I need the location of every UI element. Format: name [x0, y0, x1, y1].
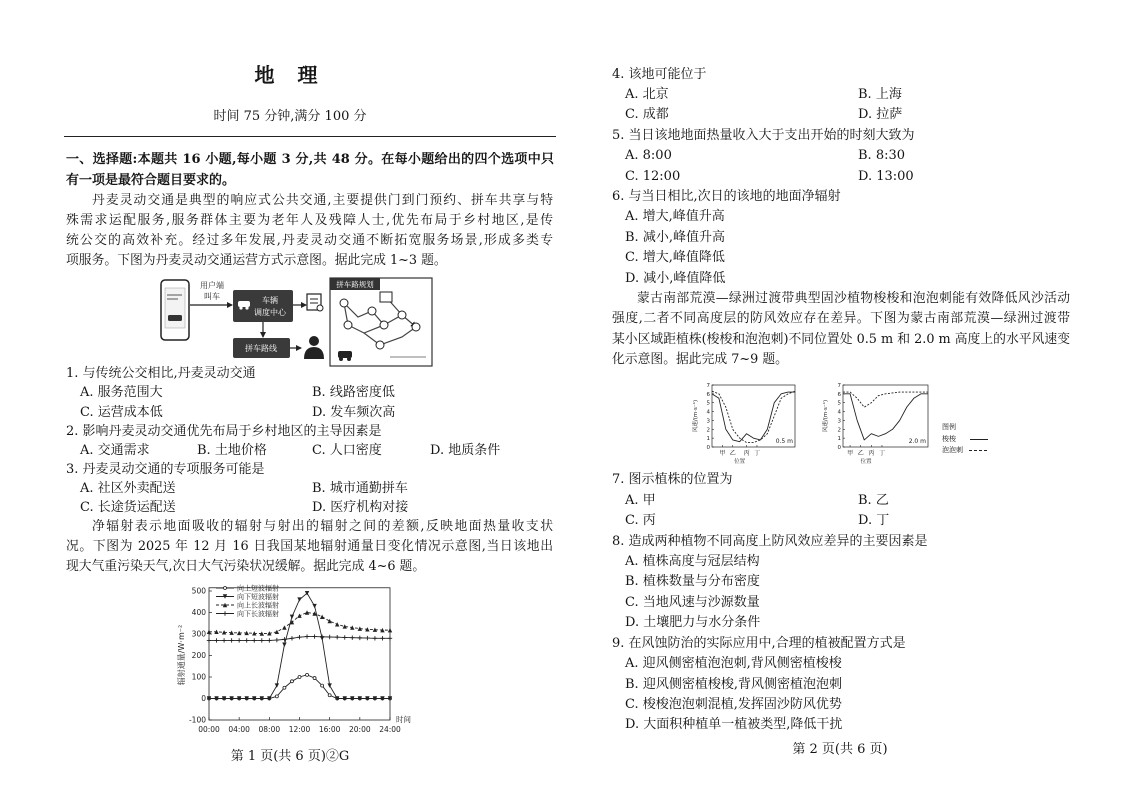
wind-speed-chart-2.0m	[820, 372, 940, 472]
option-a: A. 迎风侧密植泡泡刺,背风侧密植梭梭	[625, 656, 842, 671]
y-tick-label: 6	[706, 391, 710, 398]
y-axis-label: 辐射通量/W·m⁻²	[177, 624, 186, 686]
y-tick-label: 0	[706, 445, 710, 451]
y-tick-label: 6	[837, 391, 841, 398]
option-a: A. 服务范围大	[80, 385, 163, 400]
y-tick-label: 200	[191, 651, 206, 660]
operation-diagram	[158, 275, 438, 370]
x-axis-label: 时间	[396, 715, 411, 724]
option-b: B. 上海	[858, 87, 902, 102]
x-tick-label: 12:00	[288, 725, 311, 734]
option-b: B. 乙	[858, 493, 889, 508]
question-stem: 6. 与当日相比,次日的该地的地面净辐射	[612, 189, 841, 204]
carpool-route-label: 拼车路线	[245, 344, 277, 353]
legend-marker-downward-longwave	[223, 611, 227, 615]
phone-icon	[161, 280, 189, 340]
option-d: D. 医疗机构对接	[312, 500, 409, 515]
legend-solid-line	[970, 439, 988, 440]
wind-speed-chart-0.5m	[690, 372, 810, 472]
question-stem: 5. 当日该地地面热量收入大于支出开始的时刻大致为	[612, 128, 915, 143]
data-point-upward-longwave	[327, 619, 331, 623]
data-point-downward-longwave	[312, 634, 316, 638]
question-stem: 1. 与传统公交相比,丹麦灵动交通	[66, 366, 256, 381]
data-point-downward-longwave	[335, 635, 339, 639]
data-point-downward-longwave	[305, 634, 309, 638]
route-document-icon	[307, 294, 323, 311]
option-c: C. 12:00	[625, 169, 681, 184]
x-axis-label: 位置	[734, 459, 746, 465]
passage-line: 况。下图为 2025 年 12 月 16 日我国某地辐射通量日变化情况示意图,当日该地出	[66, 539, 553, 554]
question-stem: 8. 造成两种植物不同高度上防风效应差异的主要因素是	[612, 534, 928, 549]
legend-item-suosuo	[942, 435, 988, 444]
data-point-downward-longwave	[380, 636, 384, 640]
data-point-upward-shortwave	[283, 686, 286, 689]
x-tick-label: 20:00	[349, 725, 371, 734]
data-point-upward-longwave	[388, 628, 392, 632]
x-tick-label: 丁	[878, 450, 885, 457]
data-point-downward-longwave	[267, 638, 271, 642]
legend-label-downward-shortwave: 向下短波辐射	[237, 593, 279, 601]
legend-label-upward-shortwave: 向上短波辐射	[237, 584, 279, 593]
y-axis-label: 风速/(m·s⁻¹)	[823, 399, 829, 433]
data-point-downward-shortwave	[327, 683, 331, 687]
passage-line: 殊需求运配服务,服务群体主要为老年人及残障人士,优先布局于乡村地区,是传	[66, 213, 553, 228]
data-point-downward-longwave	[275, 638, 279, 642]
data-point-downward-longwave	[373, 636, 377, 640]
option-d: D. 减小,峰值降低	[625, 271, 726, 286]
option-c: C. 运营成本低	[80, 405, 163, 420]
data-point-upward-shortwave	[298, 676, 301, 679]
y-tick-label: 2	[706, 427, 710, 434]
person-icon	[304, 336, 324, 359]
route-planning-title: 拼车路规划	[336, 280, 374, 289]
option-a: A. 北京	[625, 87, 669, 102]
series-line-paopaoci	[843, 392, 928, 407]
option-a: A. 增大,峰值升高	[625, 209, 725, 224]
chart-height-label: 0.5 m	[775, 438, 793, 445]
y-tick-label: 7	[706, 383, 710, 389]
data-point-downward-longwave	[350, 635, 354, 639]
passage-line: 某小区域距植株(梭梭和泡泡刺)不同位置处 0.5 m 和 2.0 m 高度上的水平风速变	[612, 332, 1070, 347]
y-tick-label: 5	[837, 400, 841, 407]
y-tick-label: 2	[837, 427, 841, 434]
data-point-upward-shortwave	[290, 680, 293, 683]
option-b: B. 8:30	[858, 148, 906, 163]
data-point-upward-shortwave	[321, 684, 324, 687]
data-point-upward-longwave	[297, 614, 301, 618]
option-c: C. 梭梭泡泡刺混植,发挥固沙防风优势	[625, 697, 842, 712]
legend-marker-upward-shortwave	[224, 587, 227, 590]
y-tick-label: 4	[837, 409, 841, 416]
question-stem: 7. 图示植株的位置为	[612, 472, 733, 487]
question-stem: 9. 在风蚀防治的实际应用中,合理的植被配置方式是	[612, 636, 906, 651]
data-point-upward-longwave	[320, 615, 324, 619]
legend-title: 图例	[942, 423, 956, 431]
y-tick-label: 4	[706, 409, 710, 416]
data-point-downward-longwave	[290, 636, 294, 640]
x-tick-label: 甲	[847, 450, 854, 457]
y-axis-label: 风速/(m·s⁻¹)	[693, 399, 699, 433]
data-point-downward-shortwave	[275, 683, 279, 687]
data-point-downward-longwave	[222, 638, 226, 642]
x-tick-label: 16:00	[318, 725, 341, 734]
question-stem: 4. 该地可能位于	[612, 67, 707, 82]
passage-line: 现大气重污染天气,次日大气污染状况缓解。据此完成 4~6 题。	[66, 559, 426, 574]
radiation-flux-chart	[170, 578, 425, 738]
passage-line: 统公交的高效补充。经过多年发展,丹麦灵动交通不断拓宽服务场景,形成多类专	[66, 233, 553, 248]
data-point-upward-shortwave	[313, 677, 316, 680]
y-tick-label: 1	[706, 436, 710, 443]
page-title: 地 理	[254, 63, 326, 87]
y-tick-label: 3	[706, 418, 710, 425]
y-tick-label: 100	[191, 672, 206, 682]
data-point-downward-longwave	[252, 638, 256, 642]
option-d: D. 拉萨	[858, 107, 903, 122]
passage-line: 强度,二者不同高度层的防风效应存在差异。下图为蒙古南部荒漠—绿洲过渡带	[612, 311, 1070, 326]
data-point-downward-longwave	[358, 636, 362, 640]
y-tick-label: 0	[837, 445, 841, 451]
data-point-downward-longwave	[237, 638, 241, 642]
y-tick-label: 500	[191, 586, 206, 596]
x-tick-label: 08:00	[258, 725, 281, 734]
legend-dashed-line	[969, 450, 987, 451]
user-label: 叫车	[204, 292, 220, 301]
data-point-downward-longwave	[343, 635, 347, 639]
data-point-downward-shortwave	[312, 604, 316, 608]
option-a: A. 8:00	[625, 148, 672, 163]
option-a: A. 社区外卖配送	[80, 481, 176, 496]
data-point-upward-shortwave	[306, 673, 309, 676]
data-point-downward-longwave	[229, 638, 233, 642]
exam-time-info: 时间 75 分钟,满分 100 分	[213, 109, 367, 124]
y-tick-label: 1	[837, 436, 841, 443]
legend-label: 泡泡刺	[942, 446, 963, 454]
option-c: C. 丙	[625, 513, 656, 528]
dispatch-center-label: 调度中心	[254, 308, 286, 317]
legend-label: 梭梭	[942, 435, 956, 443]
passage-line: 净辐射表示地面吸收的辐射与射出的辐射之间的差额,反映地面热量收支状	[92, 519, 553, 534]
x-tick-label: 乙	[857, 450, 864, 457]
option-d: D. 丁	[858, 513, 890, 528]
location-marker-icon	[380, 292, 392, 302]
option-d: D. 地质条件	[430, 443, 501, 458]
data-point-downward-shortwave	[282, 643, 286, 647]
option-b: B. 土地价格	[197, 443, 267, 458]
passage-line: 项服务。下图为丹麦灵动交通运营方式示意图。据此完成 1~3 题。	[66, 253, 447, 268]
option-c: C. 人口密度	[312, 443, 382, 458]
question-stem: 2. 影响丹麦灵动交通优先布局于乡村地区的主导因素是	[66, 424, 382, 439]
data-point-downward-longwave	[365, 636, 369, 640]
series-line-suosuo	[712, 392, 795, 442]
y-tick-label: 5	[706, 400, 710, 407]
data-point-upward-longwave	[335, 622, 339, 626]
chart-height-label: 2.0 m	[908, 438, 926, 445]
question-stem: 3. 丹麦灵动交通的专项服务可能是	[66, 462, 265, 477]
x-tick-label: 04:00	[228, 725, 250, 734]
option-d: D. 发车频次高	[312, 405, 396, 420]
data-point-downward-longwave	[327, 635, 331, 639]
x-tick-label: 甲	[719, 450, 726, 457]
legend-label-upward-longwave: 向上长波辐射	[237, 601, 279, 610]
option-b: B. 减小,峰值升高	[625, 230, 725, 245]
series-line-paopaoci	[712, 391, 795, 442]
passage-line: 蒙古南部荒漠—绿洲过渡带典型固沙植物梭梭和泡泡刺能有效降低风沙活动	[637, 291, 1070, 306]
x-tick-label: 00:00	[198, 725, 220, 734]
option-b: B. 线路密度低	[312, 385, 395, 400]
passage-line: 化示意图。据此完成 7~9 题。	[612, 352, 788, 367]
data-point-downward-longwave	[207, 638, 211, 642]
x-tick-label: 丙	[743, 450, 750, 457]
data-point-upward-shortwave	[328, 694, 331, 697]
option-d: D. 13:00	[858, 169, 914, 184]
page-footer: 第 1 页(共 6 页)②G	[230, 749, 350, 764]
page-footer: 第 2 页(共 6 页)	[792, 742, 888, 757]
y-tick-label: 300	[191, 629, 206, 639]
option-d: D. 土壤肥力与水分条件	[625, 615, 761, 630]
data-point-downward-longwave	[297, 635, 301, 639]
data-point-downward-longwave	[260, 638, 264, 642]
legend-label-downward-longwave: 向下长波辐射	[237, 610, 279, 618]
option-b: B. 迎风侧密植梭梭,背风侧密植泡泡刺	[625, 677, 842, 692]
option-a: A. 植株高度与冠层结构	[625, 554, 760, 569]
user-label: 用户端	[200, 281, 224, 290]
y-tick-label: 7	[837, 383, 841, 389]
legend-item-paopaoci	[942, 446, 987, 455]
option-a: A. 交通需求	[80, 443, 150, 458]
y-tick-label: -100	[188, 715, 206, 725]
option-c: C. 增大,峰值降低	[625, 250, 725, 265]
section-heading-line: 一、选择题:本题共 16 小题,每小题 3 分,共 48 分。在每小题给出的四个选项中只	[66, 152, 554, 167]
x-tick-label: 乙	[729, 450, 736, 457]
option-c: C. 成都	[625, 107, 669, 122]
option-d: D. 大面积种植单一植被类型,降低干扰	[625, 717, 843, 732]
data-point-downward-shortwave	[297, 597, 301, 601]
data-point-downward-longwave	[214, 638, 218, 642]
passage-line: 丹麦灵动交通是典型的响应式公共交通,主要提供门到门预约、拼车共享与特	[92, 193, 553, 208]
data-point-upward-longwave	[282, 625, 286, 629]
dispatch-center-label: 车辆	[262, 296, 278, 305]
option-a: A. 甲	[625, 493, 656, 508]
option-c: C. 长途货运配送	[80, 500, 176, 515]
option-b: B. 植株数量与分布密度	[625, 574, 760, 589]
data-point-upward-shortwave	[275, 695, 278, 698]
section-heading-line: 有一项是最符合题目要求的。	[66, 173, 236, 188]
y-tick-label: 3	[837, 418, 841, 425]
data-point-downward-shortwave	[290, 615, 294, 619]
header-rule	[64, 136, 556, 137]
data-point-downward-longwave	[245, 638, 249, 642]
y-tick-label: 0	[201, 694, 206, 703]
x-tick-label: 24:00	[379, 725, 401, 734]
x-tick-label: 丁	[753, 450, 760, 457]
data-point-downward-longwave	[320, 635, 324, 639]
option-b: B. 城市通勤拼车	[312, 481, 408, 496]
x-axis-label: 位置	[860, 459, 872, 465]
series-line-suosuo	[843, 394, 928, 440]
y-tick-label: 400	[191, 608, 206, 617]
data-point-downward-longwave	[388, 636, 392, 640]
option-c: C. 当地风速与沙源数量	[625, 595, 760, 610]
x-tick-label: 丙	[868, 450, 875, 457]
